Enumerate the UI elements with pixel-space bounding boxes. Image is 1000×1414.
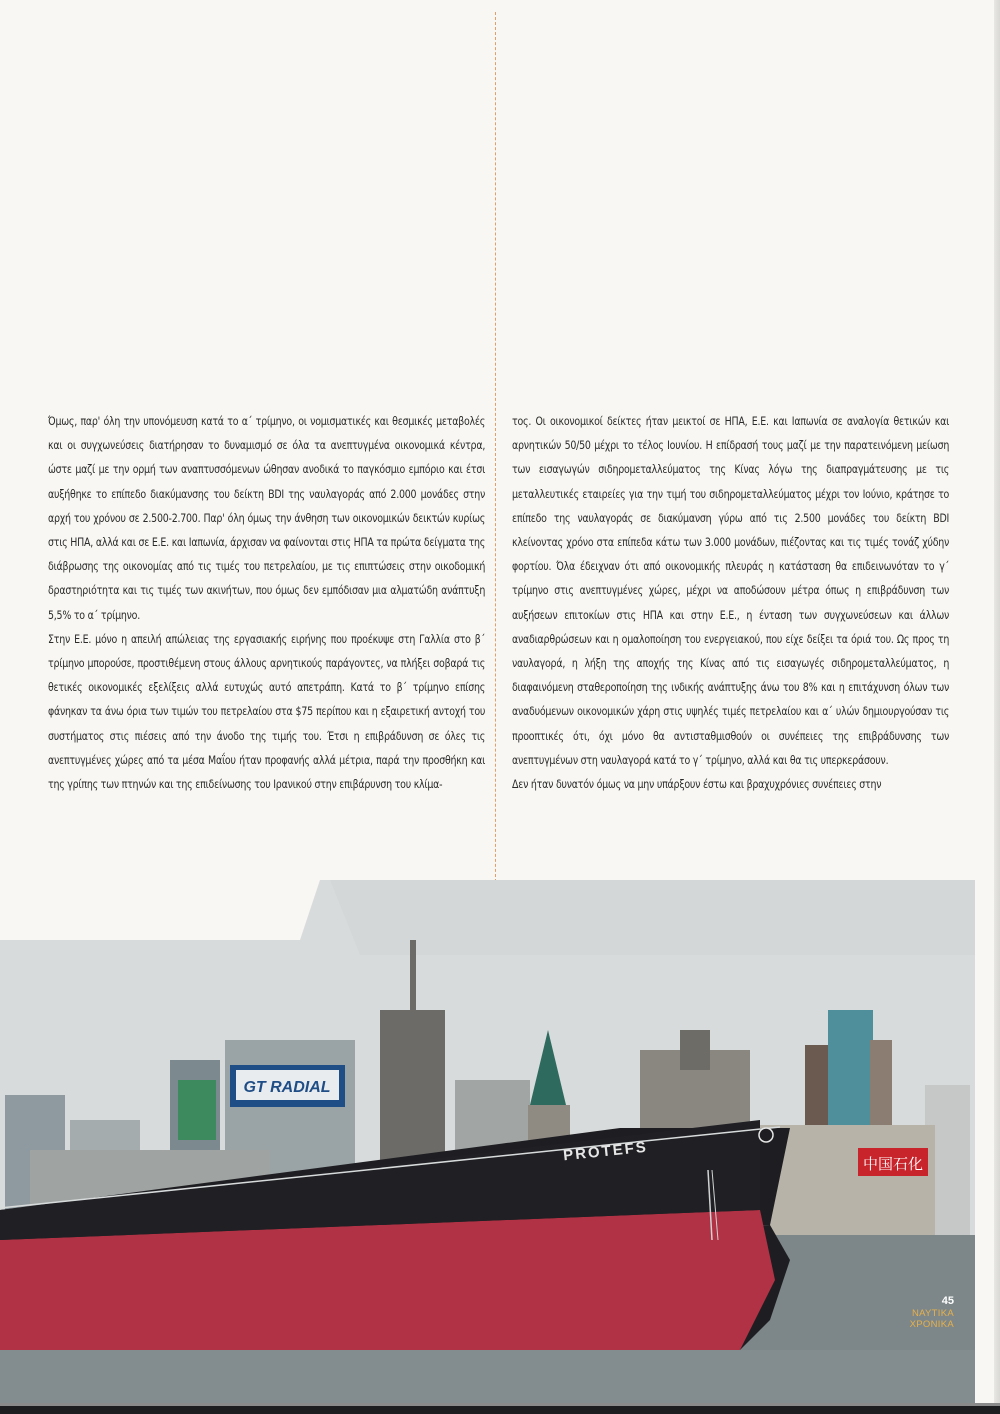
left-paragraph-2: Στην Ε.Ε. μόνο η απειλή απώλειας της εργασιακής ειρήνης που προέκυψε στη Γαλλία στο β΄ τρίμηνο μπορούσε, προστιθέμενη στους άλλους αρνητικούς παράγοντες, να πλήξει σοβαρά τις θετικές οικονομικές εξελίξεις αλλά ευτυχώς αυτό απετράπη. Κατά το β΄ τρίμηνο επίσης φάνηκαν τα άνω όρια των τιμών του πετρελαίου στα $75 περίπου και η εξαιρετική αντοχή του συστήματος στις πιέσεις από την άνοδο της τιμής του. Έτσι η επιβράδυνση σε όλες τις ανεπτυγμένες χώρες από τα μέσα Μαΐου ήταν προφανής αλλά μέτρια, παρά την προσθήκη και της γρίπης των πτηνών και της επιδείνωσης του Ιρανικού στην επιβάρυνση του κλίμα- — [48, 632, 486, 792]
page-folio — [910, 1295, 954, 1330]
left-text-column — [48, 410, 485, 797]
page-notch — [0, 880, 320, 940]
right-paragraph-2: Δεν ήταν δυνατόν όμως να μην υπάρξουν έστω και βραχυχρόνιες συνέπειες στην — [512, 778, 882, 792]
magazine-name-line2: ΧΡΟΝΙΚΑ — [909, 1319, 954, 1330]
page-number: 45 — [941, 1295, 954, 1307]
ship-emblem — [759, 1128, 773, 1142]
page-edge — [994, 0, 1000, 1414]
billboard — [230, 1065, 345, 1107]
magazine-name-line1: ΝΑΥΤΙΚΑ — [911, 1308, 954, 1319]
ship-name: PROTEFS — [562, 1138, 649, 1165]
red-sign — [858, 1148, 928, 1176]
sign-text: 中国石化 — [862, 1155, 924, 1173]
right-paragraph-1: τος. Οι οικονομικοί δείκτες ήταν μεικτοί σε ΗΠΑ, Ε.Ε. και Ιαπωνία σε αναλογία θετικών και αρνητικών 50/50 μέχρι το τέλος Ιουνίου. Η επίδρασή τους μαζί με την παρατεινόμενη μείωση των εισαγωγών σιδηρομεταλλεύματος της Κίνας λόγω της διαπραγμάτευσης με τις μεταλλευτικές εταιρείες για την τιμή του σιδηρομεταλλεύματος μέχρι τον Ιούνιο, κράτησε το επίπεδο της ναυλαγοράς σε διακύμανση γύρω από τις 2.500 μονάδες του δείκτη BDI κλείνοντας χρόνο στα επίπεδα κάτω των 3.000 μονάδων, πιέζοντας και τις τιμές τονάζ χύδην φορτίου. Όλα έδειχναν ότι από οικονομικής πλευράς η κατάσταση θα επιδεινωνόταν το γ΄ τρίμηνο στις ανεπτυγμένες χώρες, μέχρι να αποδώσουν μέτρα όπως η επιβράδυνση των αυξήσεων επιτοκίων στις ΗΠΑ και στην Ε.Ε., η ένταση των συγχωνεύσεων και άλλων αναδιαρθρώσεων και η ομαλοποίηση του ενεργειακού, που είχε δείξει τα όριά του. Ως προς τη ναυλαγορά, η λήξη της αποχής της Κίνας από τις εισαγωγές σιδηρομεταλλεύματος, η διαφαινόμενη σταθεροποίηση της ινδικής ανάπτυξης άνω του 8% και η επιτάχυνση όλων των αναδυόμενων οικονομικών χάρη στις υψηλές τιμές πετρελαίου και α΄ υλών δημιουργούσαν τις προοπτικές ότι, όχι μόνο θα αντισταθμισθούν οι συνέπειες της επιβράδυνσης των ανεπτυγμένων στη ναυλαγορά κατά το γ΄ τρίμηνο, αλλά και θα τις υπερκεράσουν. — [512, 415, 950, 767]
right-text-column — [512, 410, 949, 797]
ship-photo — [0, 880, 975, 1406]
page-bottom-edge — [0, 1406, 1000, 1414]
column-divider — [495, 12, 496, 902]
billboard-text: GT RADIAL — [243, 1079, 331, 1096]
left-paragraph-1: Όμως, παρ' όλη την υπονόμευση κατά το α΄ τρίμηνο, οι νομισματικές και θεσμικές μεταβολές και οι συγχωνεύσεις διατήρησαν το δυναμισμό σε όλα τα ανεπτυγμένα οικονομικά κέντρα, ώστε μαζί με την ορμή των αναπτυσσόμενων ώθησαν ανοδικά το παγκόσμιο εμπόριο και έτσι αυξήθηκε το επίπεδο διακύμανσης του δείκτη BDI της ναυλαγοράς από 2.000 μονάδες στην αρχή του χρόνου σε 2.500-2.700. Παρ' όλη όμως την άνθηση των οικονομικών δεικτών κυρίως στις ΗΠΑ, αλλά και σε Ε.Ε. και Ιαπωνία, άρχισαν να φαίνονται στις ΗΠΑ τα πρώτα δείγματα της διάβρωσης της οικονομίας από τις τιμές του πετρελαίου, με τις επιπτώσεις στην οικοδομική δραστηριότητα και τις τιμές των ακινήτων, που όμως δεν εμπόδισαν μια αλματώδη ανάπτυξη 5,5% το α΄ τρίμηνο. — [48, 415, 486, 622]
